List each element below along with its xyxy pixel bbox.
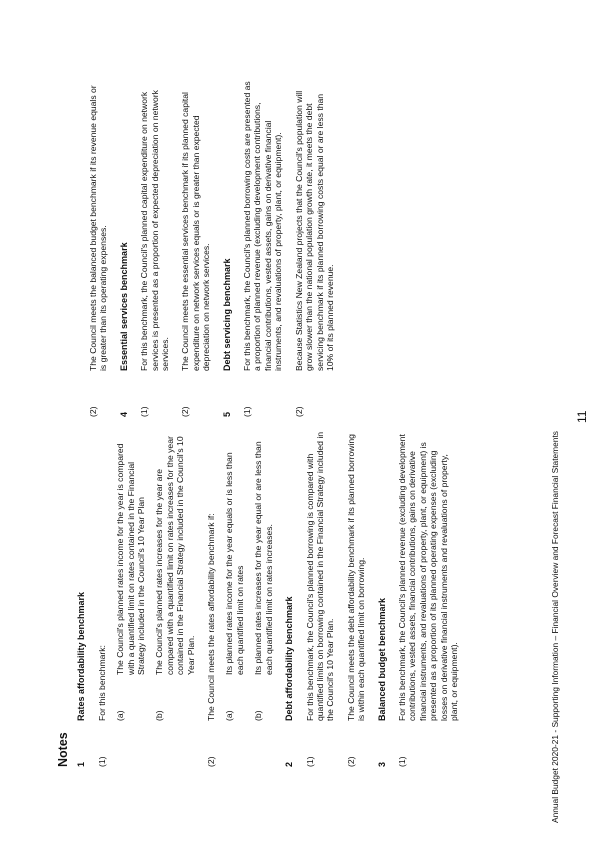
left-column	[58, 432, 469, 767]
section-5-number: 5	[221, 411, 232, 417]
section-5-heading	[222, 81, 232, 417]
section-1-item-b	[154, 432, 196, 721]
para-text: For this benchmark, the Council's planned capital expenditure on network services is presented as a proportion of expected depreciation on network services.	[139, 90, 171, 371]
para-number: (2)	[88, 406, 98, 417]
para-text: For this benchmark, the Council's planned revenue (excluding development contributions, vested assets, financial contributions, gains on derivative financial instruments, and revaluations of property, plant, or equipment) is presented as a proportion of its planned operating expenses (excluding losses on derivative financial instruments and revaluations of property, plant, or equipment).	[396, 434, 459, 721]
section-1-item-a	[115, 432, 146, 721]
item-letter: (b)	[253, 710, 264, 721]
page-footer: Annual Budget 2020-21 - Supporting Information – Financial Overview and Forecast Financial Statements	[550, 431, 560, 823]
item-letter: (a)	[224, 710, 235, 721]
section-2-heading	[284, 432, 294, 767]
item-text: The Council's planned rates income for the year is compared with a quantified limit on rates contained in the Financial Strategy included in the Council's 10 Year Plan	[115, 443, 147, 675]
para-text: The Council meets the balanced budget benchmark if its revenue equals or is greater than its operating expenses.	[88, 85, 109, 371]
para-number: (1)	[96, 756, 107, 767]
para-text: The Council meets the rates affordability benchmark if:	[206, 513, 217, 721]
para-number: (2)	[293, 406, 304, 417]
section-3-title: Balanced budget benchmark	[376, 597, 387, 721]
section-1-heading	[76, 432, 86, 767]
section-2-para-1	[305, 432, 336, 767]
item-letter: (b)	[154, 710, 165, 721]
section-4-number: 4	[118, 411, 129, 417]
item-text: The Council's planned rates increases for the year are compared with a quantified limit on rates increases for the year contained in the Financial Strategy included in the Council's 10 Year Plan.	[154, 436, 196, 675]
section-5-para-2	[294, 81, 336, 417]
item-letter: (a)	[115, 710, 126, 721]
section-5-title: Debt servicing benchmark	[221, 258, 232, 371]
section-1-para-1	[97, 432, 196, 767]
section-1-item-c	[224, 432, 245, 721]
item-text: Its planned rates increases for the year equal or are less than each quantified limit on rates increases.	[253, 441, 274, 675]
section-3-number: 3	[376, 761, 387, 767]
para-text: The Council meets the essential services benchmark if its planned capital expenditure on network services equals or is greater than expected depreciation on network services.	[180, 92, 212, 371]
para-number: (1)	[242, 406, 253, 417]
para-text: The Council meets the debt affordability benchmark if its planned borrowing is within each quantified limit on borrowing.	[345, 434, 367, 721]
section-1-title: Rates affordability benchmark	[76, 591, 87, 721]
para-number: (1)	[139, 406, 150, 417]
para-number: (2)	[206, 756, 217, 767]
section-1-para-2	[206, 432, 274, 767]
section-2-title: Debt affordability benchmark	[284, 596, 295, 721]
section-4-title: Essential services benchmark	[118, 242, 129, 371]
para-number: (2)	[345, 756, 356, 767]
page-number: 11	[575, 410, 589, 423]
section-2-para-2	[346, 432, 367, 767]
para-text: For this benchmark:	[96, 645, 107, 721]
section-3-heading	[377, 432, 387, 767]
section-4-para-2	[180, 81, 211, 417]
item-text: Its planned rates income for the year equals or is less than each quantified limit on rates	[224, 452, 245, 675]
notes-heading: Notes	[56, 732, 70, 767]
section-4-para-1	[139, 81, 170, 417]
section-3-para-1	[397, 432, 459, 767]
section-2-number: 2	[284, 761, 295, 767]
para-text: For this benchmark, the Council's planned borrowing costs are presented as a proportion of planned revenue (excluding development contributions, financial contributions, vested assets, gains on derivative financial instruments, and revaluations of property, plant, or equipment).	[242, 81, 284, 371]
para-number: (2)	[180, 406, 191, 417]
para-number: (1)	[396, 756, 407, 767]
section-5-para-1	[242, 81, 284, 417]
section-3-para-2	[88, 81, 109, 417]
para-text: Because Statistics New Zealand projects that the Council's population will grow slower than the national population growth rate, it meets the debt servicing benchmark if its planned borrowing costs equal or are less than 10% of its planned revenue.	[293, 90, 335, 371]
section-1-number: 1	[76, 761, 87, 767]
para-text: For this benchmark, the Council's planned borrowing is compared with quantified limits on borrowing contained in the Financial Strategy included in the Council's 10 Year Plan.	[304, 431, 336, 721]
section-4-heading	[119, 81, 129, 417]
right-column	[88, 81, 345, 417]
section-1-item-d	[253, 432, 274, 721]
para-number: (1)	[304, 756, 315, 767]
